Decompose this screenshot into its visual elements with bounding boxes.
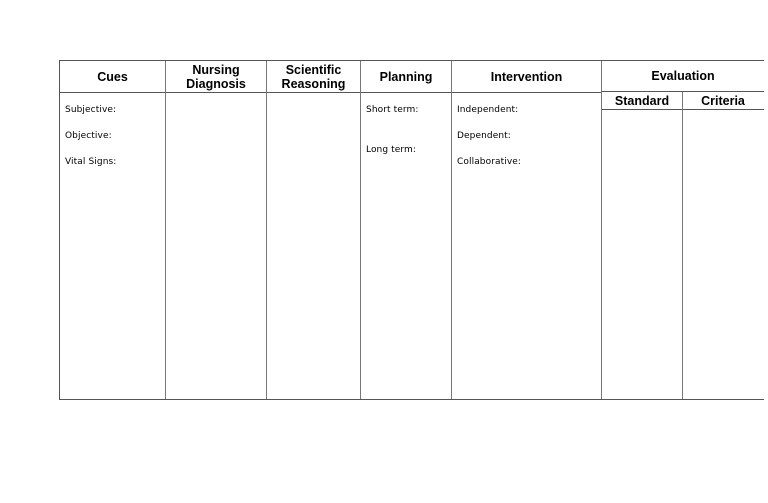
dependent-label: Dependent: (457, 131, 511, 141)
standard-header: Standard (602, 92, 682, 110)
evaluation-header: Evaluation (651, 69, 715, 83)
objective-label: Objective: (65, 131, 112, 141)
evaluation-column (602, 61, 764, 399)
intervention-column (452, 61, 602, 399)
short-term-label: Short term: (366, 105, 419, 115)
nursing-care-plan-table (59, 60, 764, 400)
long-term-label: Long term: (366, 145, 417, 155)
intervention-header: Intervention (452, 61, 601, 93)
independent-label: Independent: (457, 105, 519, 115)
cues-header: Cues (60, 61, 165, 93)
criteria-header: Criteria (682, 92, 764, 110)
cues-column (60, 61, 166, 399)
planning-column (361, 61, 452, 399)
scientific-reasoning-column (267, 61, 361, 399)
scientific-reasoning-header: Scientific Reasoning (267, 61, 360, 93)
planning-header: Planning (361, 61, 451, 93)
collaborative-label: Collaborative: (457, 157, 522, 167)
nursing-diagnosis-header: Nursing Diagnosis (166, 61, 266, 93)
subjective-label: Subjective: (65, 105, 117, 115)
nursing-diagnosis-column (166, 61, 267, 399)
vital-signs-label: Vital Signs: (65, 157, 117, 167)
standard-criteria-divider (682, 92, 683, 399)
